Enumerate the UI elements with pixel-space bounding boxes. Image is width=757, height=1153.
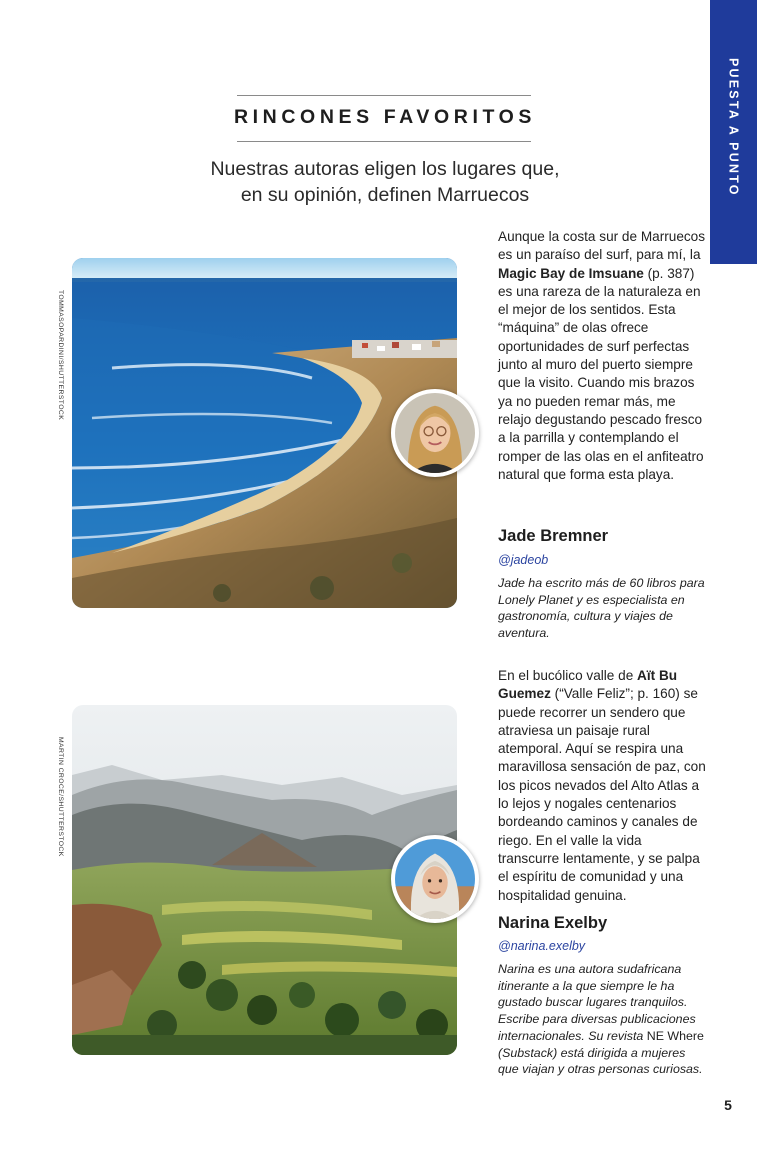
photo-credit: TOMMASOPARDINI/SHUTTERSTOCK: [57, 290, 64, 421]
title-rule-bottom: [237, 141, 531, 142]
author-bio: [498, 575, 708, 642]
page-number: 5: [724, 1097, 732, 1113]
subtitle-line-1: Nuestras autoras eligen los lugares que,: [210, 158, 560, 180]
entry-text-ait-bu-guemez: [498, 667, 706, 905]
title-rule-top: [237, 95, 531, 96]
author-portrait-jade: [391, 389, 479, 477]
author-handle: @jadeob: [498, 553, 549, 567]
bio-text-1: Narina es una autora sudafricana itinerante a la que siempre le ha gustado buscar lugares tranquilos. Escribe para diversas publicaciones internacionales. Su revista: [498, 962, 696, 1043]
section-side-tab: [710, 0, 757, 264]
entry-text-part-2: (p. 387) es una rareza de la naturaleza en el mejor de los sentidos. Esta “máquina” de olas ofrece oportunidades de surf perfectas junto al muro del puerto siempre que la visito. Cuando mis brazos ya no pueden remar más, me relajo degustando pescado fresco a la parrilla y contemplando el romper de las olas en el anfiteatro natural que forma esta playa.: [498, 265, 704, 482]
subtitle-line-2: en su opinión, definen Marruecos: [240, 184, 530, 206]
author-handle: @narina.exelby: [498, 939, 586, 953]
section-subtitle: [160, 156, 610, 208]
place-name-magic-bay: Magic Bay de Imsuane: [498, 265, 644, 281]
author-bio: [498, 961, 708, 1078]
bio-text: Jade ha escrito más de 60 libros para Lonely Planet y es especialista en gastronomía, cultura y viajes de aventura.: [498, 576, 705, 641]
section-title: RINCONES FAVORITOS: [233, 106, 537, 128]
photo-credit: MARTIN CROCE/SHUTTERSTOCK: [57, 737, 64, 857]
author-portrait-narina: [391, 835, 479, 923]
entry-text-part-2: (“Valle Feliz”; p. 160) se puede recorrer un sendero que atraviesa un paisaje rural atemporal. Aquí se respira una maravillosa sensación de paz, con los picos nevados del Alto Atlas a lo lejos y nogales centenarios bordeando caminos y canales de riego. En el valle la vida transcurre lentamente, y se palpa el espíritu de comunidad y una hospitalidad genuina.: [498, 686, 706, 903]
author-name: Jade Bremner: [498, 527, 609, 545]
entry-text-part-1: En el bucólico valle de: [498, 668, 638, 683]
publication-name: NE Where: [646, 1028, 704, 1043]
side-tab-label: PUESTA A PUNTO: [726, 57, 741, 197]
entry-text-imsuane: [498, 228, 706, 484]
entry-text-part-1: Aunque la costa sur de Marruecos es un paraíso del surf, para mí, la: [498, 229, 706, 263]
author-name: Narina Exelby: [498, 914, 608, 932]
place-name-ait-bu-guemez: Aït Bu Guemez: [498, 668, 678, 702]
bio-text-2: (Substack) está dirigida a mujeres que viajan y otras personas curiosas.: [498, 1045, 703, 1077]
